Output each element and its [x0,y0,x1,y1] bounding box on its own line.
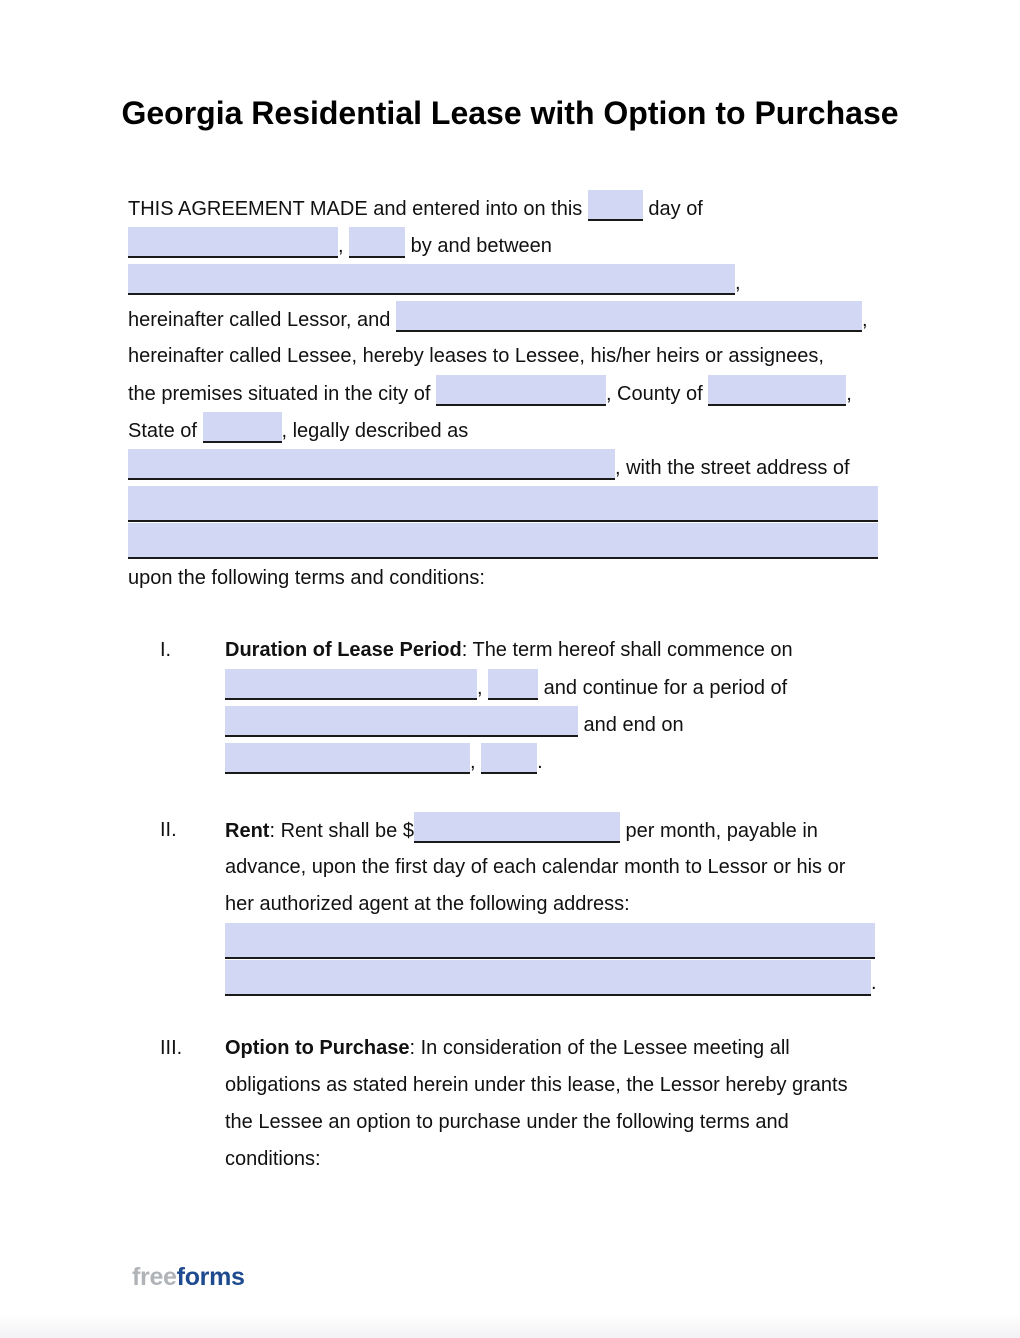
text-line [128,375,888,412]
text-line [225,669,895,706]
blank-commencement-year[interactable] [488,669,538,700]
blank-end-date[interactable] [225,743,470,774]
text-line [225,1104,895,1141]
blank-year[interactable] [349,227,405,258]
text-run: and continue for a period of [538,677,788,699]
text-line [225,743,895,780]
blank-end-year[interactable] [481,743,537,774]
text-run: obligations as stated herein under this lease, the Lessor hereby grants [225,1074,848,1096]
text-run: upon the following terms and conditions: [128,567,485,589]
section-heading: Duration of Lease Period [225,639,462,661]
text-run: conditions: [225,1148,321,1170]
text-line [225,632,895,669]
blank-state[interactable] [203,412,282,443]
blank-street-address-2[interactable] [128,523,878,559]
text-run: , [477,677,489,699]
text-line [225,1030,895,1067]
text-run: THIS AGREEMENT MADE and entered into on this [128,198,588,220]
text-line [225,812,895,849]
blank-lease-period[interactable] [225,706,578,737]
text-run: hereinafter called Lessee, hereby leases to Lessee, his/her heirs or assignees, [128,345,824,367]
text-run: : In consideration of the Lessee meeting all [409,1037,790,1059]
text-line [225,1067,895,1104]
blank-day[interactable] [588,190,643,221]
text-line [128,338,888,375]
blank-rent-amount[interactable] [414,812,620,843]
document-title: Georgia Residential Lease with Option to Purchase [121,95,899,131]
blank-payment-address-1[interactable] [225,923,875,959]
text-line [128,190,888,227]
text-run: per month, payable in [619,820,818,842]
text-run: , [338,235,350,257]
text-run: : Rent shall be $ [269,820,414,842]
text-line [225,886,895,923]
page-bottom-band [0,1314,1020,1338]
text-line [128,227,888,264]
blank-lessee-name[interactable] [396,301,862,332]
section-number: I. [160,639,172,661]
text-line [225,923,895,960]
section-number: II. [160,819,177,841]
text-run: , with the street address of [615,457,850,479]
text-run: , [470,751,482,773]
blank-payment-address-2[interactable] [225,960,871,996]
section-duration [0,632,1020,780]
blank-commencement-date[interactable] [225,669,477,700]
text-run: , [846,383,852,405]
text-run: , County of [605,383,709,405]
text-line [128,449,888,486]
text-run: . [871,972,877,994]
text-line [225,706,895,743]
text-run: hereinafter called Lessor, and [128,309,396,331]
text-line [128,412,888,449]
section-number: III. [160,1037,183,1059]
text-line [128,264,888,301]
intro-paragraph [128,190,888,597]
blank-lessor-name[interactable] [128,264,735,295]
blank-street-address-1[interactable] [128,486,878,522]
text-line [128,523,888,560]
logo-forms-text: forms [176,1263,245,1291]
text-run: day of [642,198,703,220]
text-run: by and between [405,235,552,257]
blank-legal-description[interactable] [128,449,615,480]
logo-free-text: free [132,1263,177,1291]
section-heading: Option to Purchase [225,1037,410,1059]
text-line [225,1141,895,1178]
section-heading: Rent [225,820,270,842]
blank-city[interactable] [436,375,606,406]
text-run: , legally described as [281,420,469,442]
text-run: advance, upon the first day of each calendar month to Lessor or his or [225,856,846,878]
section-option-to-purchase [0,1030,1020,1178]
text-line [225,849,895,886]
text-line [225,960,895,997]
text-line [128,301,888,338]
text-run: State of [128,420,203,442]
freeforms-logo [132,1262,245,1292]
text-run: . [537,751,543,773]
section-rent [0,812,1020,997]
text-run: the Lessee an option to purchase under the following terms and [225,1111,789,1133]
blank-county[interactable] [708,375,846,406]
blank-month[interactable] [128,227,338,258]
text-run: , [861,309,868,331]
text-run: the premises situated in the city of [128,383,436,405]
text-run: and end on [578,714,684,736]
text-run: , [735,272,741,294]
text-run: her authorized agent at the following address: [225,893,630,915]
text-line [128,486,888,523]
text-run: : The term hereof shall commence on [461,639,793,661]
text-line [128,560,888,597]
